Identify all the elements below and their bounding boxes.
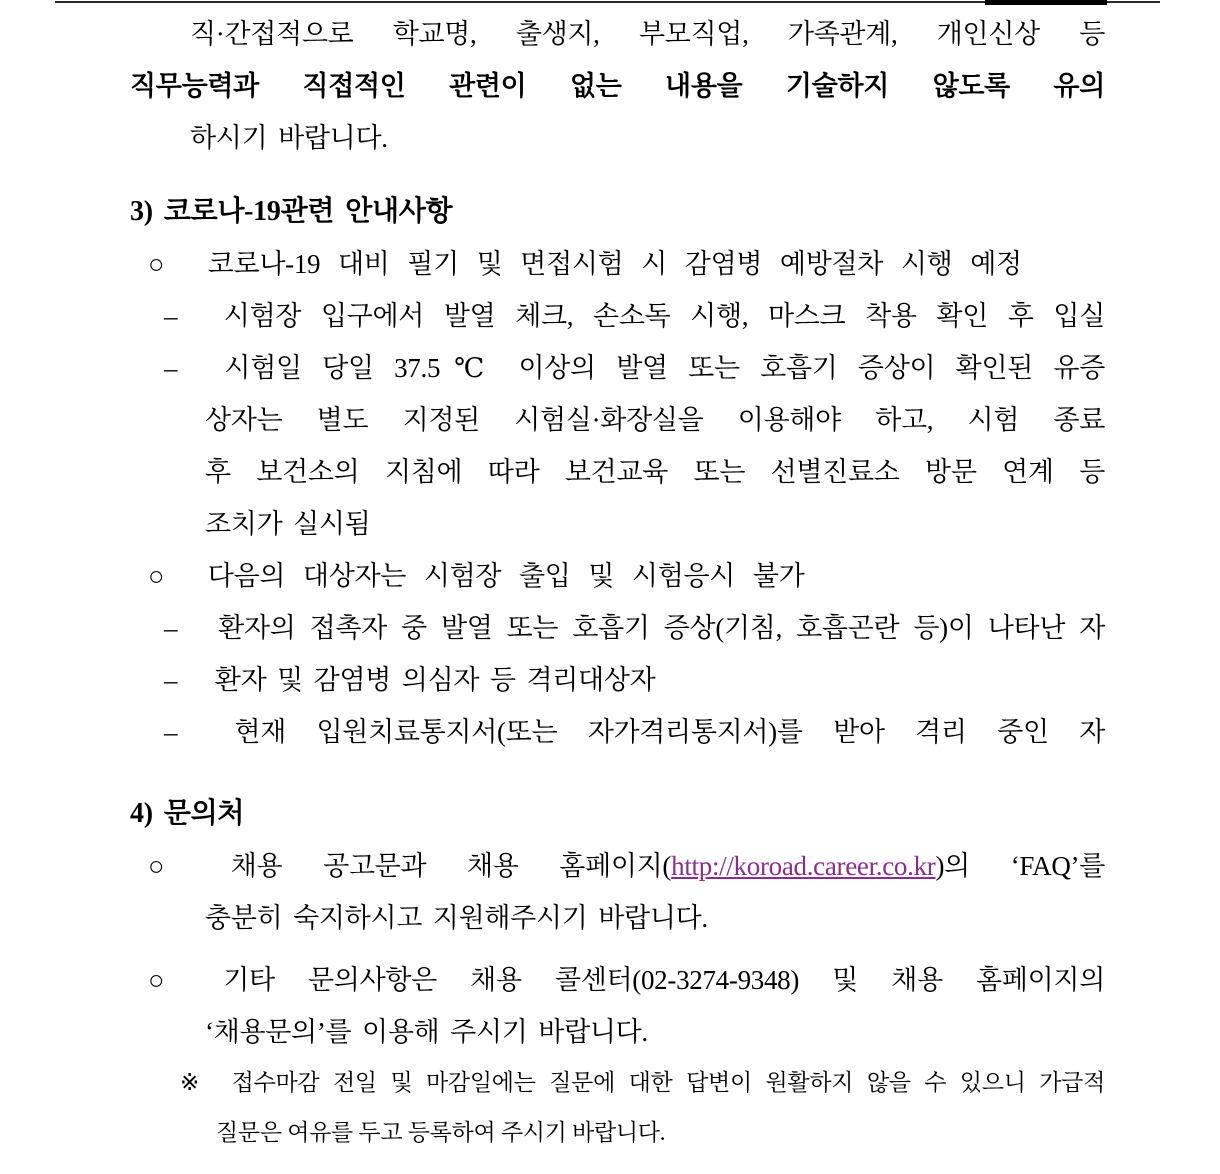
intro-line-2-bold — [130, 60, 1105, 112]
covid-item-3-cont-3 — [130, 498, 1105, 550]
covid-item-3-cont-2 — [130, 446, 1105, 498]
covid-item-3-cont-1 — [130, 394, 1105, 446]
dash-bullet: – — [164, 665, 178, 695]
circle-bullet: ○ — [148, 249, 165, 279]
covid-item-7 — [130, 706, 1105, 758]
covid-item-1-text: 코로나-19 대비 필기 및 면접시험 시 감염병 예방절차 시행 예정 — [207, 249, 1022, 279]
contact-etc-cont-text: ‘채용문의’를 이용해 주시기 바랍니다. — [205, 1017, 648, 1047]
covid-item-3-cont-1-text: 상자는 별도 지정된 시험실·화장실을 이용해야 하고, 시험 종료 — [205, 405, 1105, 435]
covid-item-3-cont-3-text: 조치가 실시됨 — [205, 509, 371, 539]
covid-item-5-text: 환자의 접촉자 중 발열 또는 호흡기 증상(기침, 호흡곤란 등)이 나타난 자 — [218, 613, 1106, 643]
covid-item-6-text: 환자 및 감염병 의심자 등 격리대상자 — [214, 665, 656, 695]
contact-faq-cont-text: 충분히 숙지하시고 지원해주시기 바랍니다. — [205, 903, 708, 933]
intro-line-3-text: 하시기 바랍니다. — [190, 123, 388, 153]
dash-bullet: – — [164, 717, 178, 747]
covid-item-2-text: 시험장 입구에서 발열 체크, 손소독 시행, 마스크 착용 확인 후 입실 — [223, 301, 1105, 331]
section-3-heading-text: 3) 코로나-19관련 안내사항 — [130, 196, 453, 227]
intro-line-1-text: 직·간접적으로 학교명, 출생지, 부모직업, 가족관계, 개인신상 등 — [190, 19, 1105, 49]
section-4-heading — [130, 788, 1105, 840]
deadline-note-line-1 — [130, 1058, 1105, 1108]
contact-faq-line — [130, 840, 1105, 892]
dash-bullet: – — [164, 613, 178, 643]
covid-item-6 — [130, 654, 1105, 706]
intro-line-2-text: 직무능력과 직접적인 관련이 없는 내용을 기술하지 않도록 유의 — [130, 71, 1105, 101]
circle-bullet: ○ — [148, 965, 165, 995]
reference-mark: ※ — [180, 1070, 199, 1095]
contact-etc-cont — [130, 1006, 1105, 1058]
contact-faq-prefix: 채용 공고문과 채용 홈페이지( — [230, 851, 672, 881]
contact-etc-text: 기타 문의사항은 채용 콜센터(02-3274-9348) 및 채용 홈페이지의 — [223, 965, 1105, 995]
deadline-note-line-1-text: 접수마감 전일 및 마감일에는 질문에 대한 답변이 원활하지 않을 수 있으니 가급적 — [231, 1070, 1106, 1095]
covid-item-1 — [130, 238, 1105, 290]
homepage-link[interactable]: http://koroad.career.co.kr — [671, 851, 936, 881]
top-rule-thick — [985, 0, 1107, 5]
covid-item-3 — [130, 342, 1105, 394]
covid-item-4 — [130, 550, 1105, 602]
section-3-heading — [130, 186, 1105, 238]
section-4-heading-text: 4) 문의처 — [130, 798, 245, 829]
covid-item-4-text: 다음의 대상자는 시험장 출입 및 시험응시 불가 — [207, 561, 805, 591]
deadline-note-line-2 — [130, 1108, 1105, 1158]
dash-bullet: – — [164, 301, 178, 331]
circle-bullet: ○ — [148, 851, 165, 881]
covid-item-2 — [130, 290, 1105, 342]
intro-line-3 — [130, 112, 1105, 164]
covid-item-3-cont-2-text: 후 보건소의 지침에 따라 보건교육 또는 선별진료소 방문 연계 등 — [205, 457, 1105, 487]
deadline-note-line-2-text: 질문은 여유를 두고 등록하여 주시기 바랍니다. — [216, 1120, 666, 1145]
covid-item-5 — [130, 602, 1105, 654]
dash-bullet: – — [164, 353, 178, 383]
intro-line-1 — [130, 8, 1105, 60]
contact-faq-suffix: )의 ‘FAQ’를 — [935, 851, 1105, 881]
covid-item-3-text: 시험일 당일 37.5℃ 이상의 발열 또는 호흡기 증상이 확인된 유증 — [224, 353, 1105, 383]
contact-etc-line — [130, 954, 1105, 1006]
covid-item-7-text: 현재 입원치료통지서(또는 자가격리통지서)를 받아 격리 중인 자 — [234, 717, 1105, 747]
circle-bullet: ○ — [148, 561, 165, 591]
contact-faq-cont — [130, 892, 1105, 944]
